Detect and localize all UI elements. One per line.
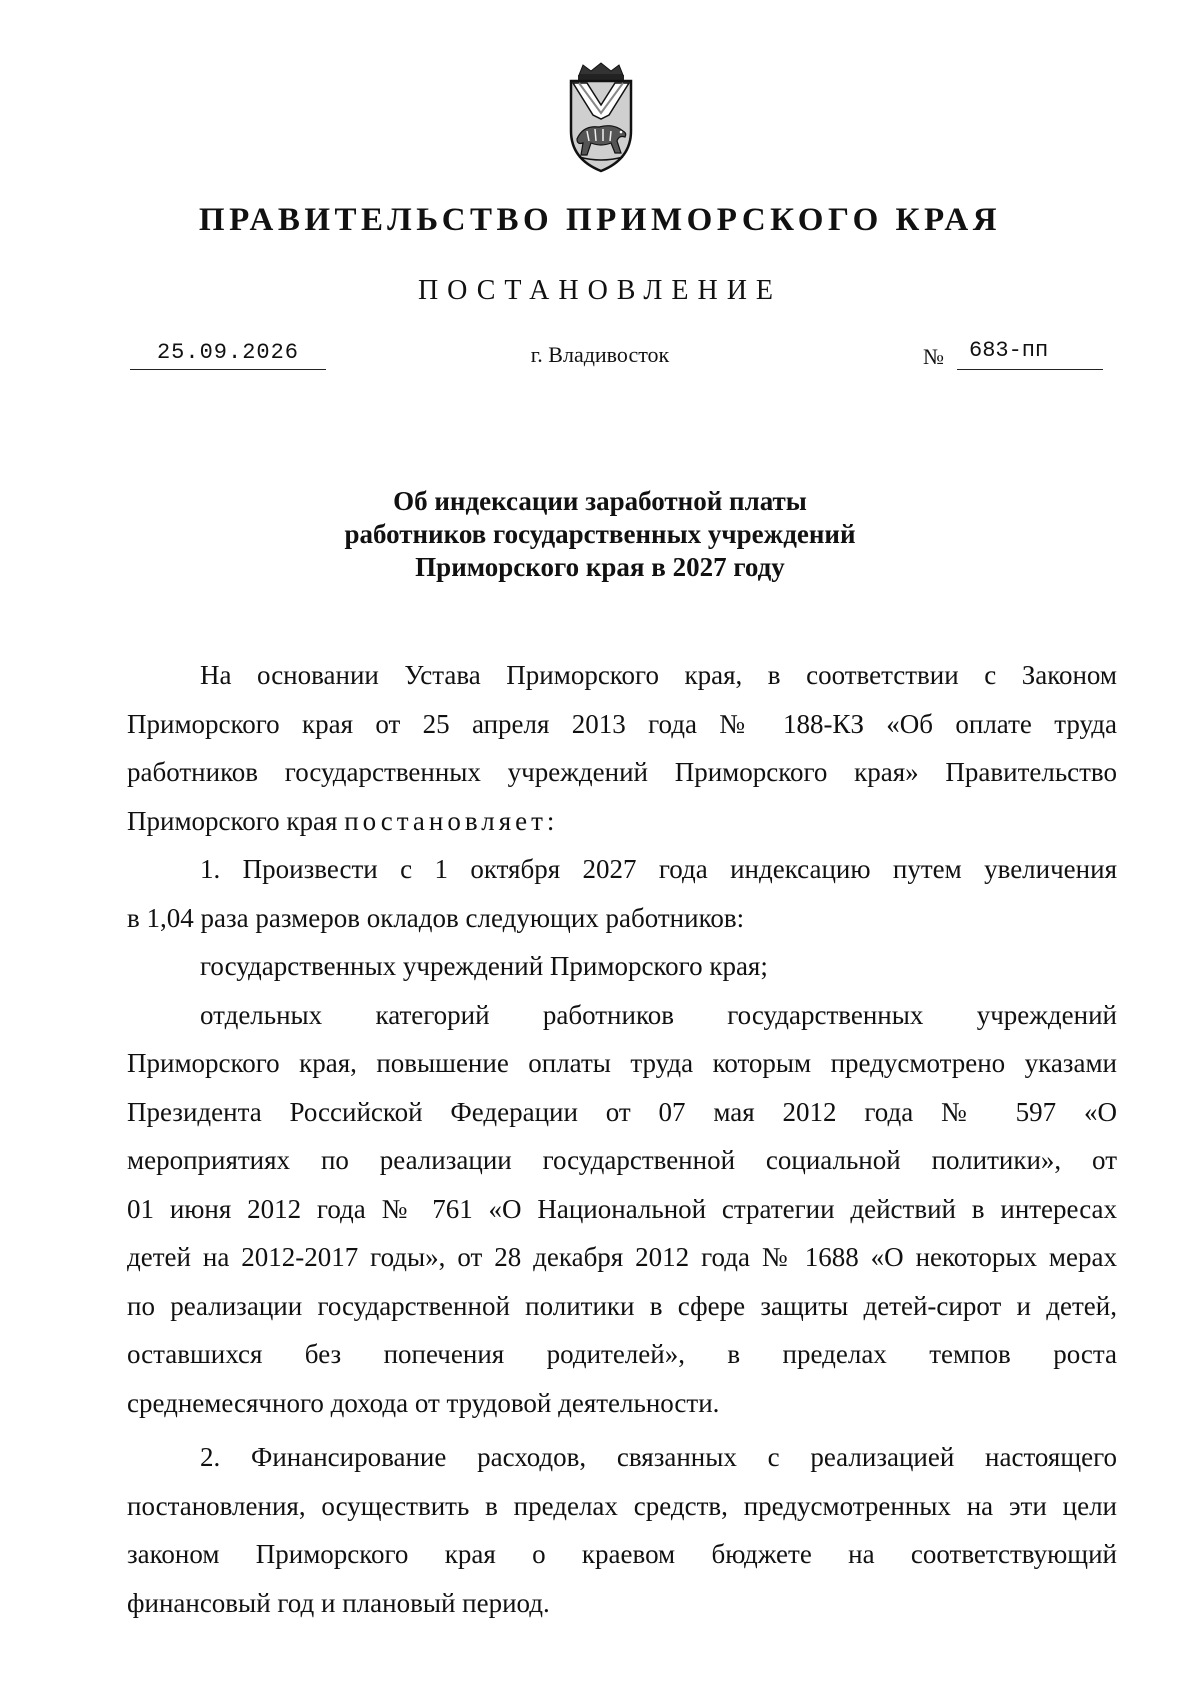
decree-title (0, 485, 1200, 584)
government-title: ПРАВИТЕЛЬСТВО ПРИМОРСКОГО КРАЯ (198, 202, 1002, 238)
body-line: 1. Произвести с 1 октября 2027 года индексацию путем увеличения (200, 854, 1117, 884)
coat-of-arms-icon (561, 61, 641, 175)
title-line: работников государственных учреждений (344, 519, 856, 549)
body-line: Приморского края от 25 апреля 2013 года № 188-КЗ «Об оплате труда (127, 708, 1117, 739)
body-line: Приморского края, повышение оплаты труда которым предусмотрено указами (127, 1048, 1117, 1078)
body-line: Президента Российской Федерации от 07 мая 2012 года № 597 «О (127, 1096, 1117, 1127)
decree-date: 25.09.2026 (156, 340, 300, 365)
body-line: отдельных категорий работников государственных учреждений (200, 999, 1117, 1030)
body-line: постановления, осуществить в пределах средств, предусмотренных на эти цели (127, 1490, 1117, 1521)
city-name: г. Владивосток (530, 342, 670, 367)
body-line: работников государственных учреждений Приморского края» Правительство (127, 757, 1117, 787)
body-line: законом Приморского края о краевом бюджете на соответствующий (127, 1539, 1117, 1569)
body-line: 01 июня 2012 года № 761 «О Национальной стратегии действий в интересах (127, 1193, 1117, 1224)
title-line: Приморского края в 2027 году (415, 552, 785, 582)
number-underline (957, 369, 1103, 370)
body-line: детей на 2012-2017 годы», от 28 декабря 2012 года № 1688 «О некоторых мерах (127, 1242, 1117, 1272)
body-line: финансовый год и плановый период. (127, 1587, 550, 1618)
number-sign: № (923, 344, 944, 369)
body-line: оставшихся без попечения родителей», в пределах темпов роста (127, 1339, 1117, 1369)
decree-body (127, 651, 1117, 1627)
title-line: Об индексации заработной платы (393, 486, 807, 516)
resolves-word: постановляет: (344, 805, 559, 836)
decree-number: 683-пп (969, 338, 1049, 363)
body-line: среднемесячного дохода от трудовой деятельности. (127, 1387, 720, 1418)
body-line: На основании Устава Приморского края, в соответствии с Законом (200, 660, 1117, 690)
body-text: Приморского края (127, 805, 345, 836)
body-line: государственных учреждений Приморского края; (200, 951, 768, 981)
body-line (127, 797, 1117, 846)
body-line: по реализации государственной политики в сфере защиты детей-сирот и детей, (127, 1290, 1117, 1321)
body-line: мероприятиях по реализации государственной социальной политики», от (127, 1145, 1117, 1175)
body-line: в 1,04 раза размеров окладов следующих работников: (127, 902, 745, 933)
document-type: ПОСТАНОВЛЕНИЕ (417, 275, 783, 306)
body-line: 2. Финансирование расходов, связанных с реализацией настоящего (200, 1442, 1117, 1472)
